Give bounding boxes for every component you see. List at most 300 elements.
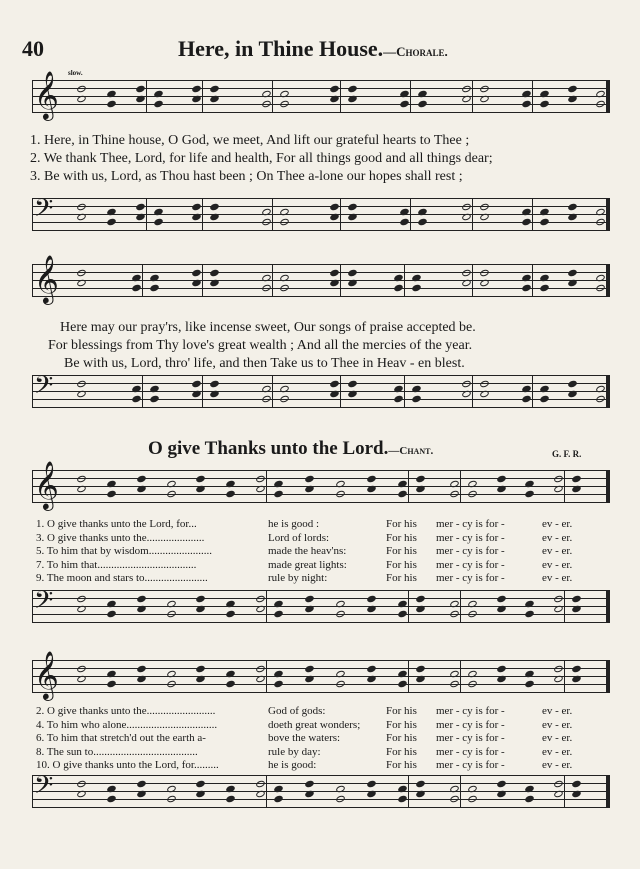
note-head (525, 600, 536, 609)
chant-2-row-3-col-b: bove the waters: (268, 732, 341, 744)
note-head (567, 269, 578, 278)
chorale-bass-staff-2 (32, 371, 610, 408)
note-head (225, 610, 236, 619)
note-head (525, 680, 536, 689)
note-head (304, 780, 315, 789)
note-head (225, 785, 236, 794)
note-head (335, 610, 346, 619)
barline (609, 80, 610, 113)
note-head (153, 90, 164, 99)
treble-clef-icon: 𝄞 (34, 460, 59, 509)
note-head (521, 284, 532, 293)
note-head (415, 665, 426, 674)
note-head (261, 100, 272, 109)
note-head (225, 670, 236, 679)
barline (472, 375, 473, 408)
note-head (467, 490, 478, 499)
note-head (255, 780, 266, 789)
chorale-verse-2-line-b: For blessings from Thy love's great wealth ; And all the mercies of the year. (48, 338, 473, 353)
barline (266, 470, 267, 503)
barline (32, 775, 33, 808)
chant-1-row-1-col-b: he is good : (268, 518, 320, 530)
note-head (335, 480, 346, 489)
note-head (397, 785, 408, 794)
note-head (131, 385, 142, 394)
barline (408, 470, 409, 503)
note-head (136, 595, 147, 604)
note-head (467, 670, 478, 679)
chant-1-row-4-col-d: mer - cy is for - (436, 558, 505, 571)
chant-1-row-2-col-a: 3. O give thanks unto the..................... (36, 531, 205, 544)
barline (564, 775, 565, 808)
note-head (106, 670, 117, 679)
note-head (461, 269, 472, 278)
final-barline (606, 660, 609, 693)
note-head (335, 795, 346, 804)
page-number: 40 (22, 36, 44, 61)
barline (142, 264, 143, 297)
barline (266, 775, 267, 808)
chant-2-row-2-col-a: 4. To him who alone................................. (36, 718, 218, 731)
barline (460, 660, 461, 693)
treble-clef-icon: 𝄞 (34, 254, 59, 303)
note-head (106, 785, 117, 794)
note-head (279, 218, 290, 227)
barline (410, 80, 411, 113)
chant-1-row-5-col-c: For his (386, 572, 417, 584)
chant-1-row-5-col-e: ev - er. (542, 572, 573, 584)
note-head (76, 203, 87, 212)
barline (609, 660, 610, 693)
note-head (273, 480, 284, 489)
note-head (255, 595, 266, 604)
note-head (196, 675, 207, 684)
note-head (196, 595, 207, 604)
chant-1-row-1-col-a: 1. O give thanks unto the Lord, for... (36, 518, 197, 530)
note-head (273, 610, 284, 619)
barline (404, 375, 405, 408)
barline (272, 198, 273, 231)
note-head (76, 665, 87, 674)
note-head (106, 680, 117, 689)
note-head (449, 600, 460, 609)
note-head (304, 595, 315, 604)
chant-2-row-4-col-b: rule by day: (268, 745, 321, 758)
note-head (273, 670, 284, 679)
note-head (571, 780, 582, 789)
note-head (415, 475, 426, 484)
barline (460, 470, 461, 503)
note-head (571, 665, 582, 674)
chant-bass-staff-2 (32, 771, 610, 808)
note-head (571, 595, 582, 604)
note-head (106, 480, 117, 489)
barline (202, 264, 203, 297)
note-head (209, 269, 220, 278)
chant-2-row-4-col-d: mer - cy is for - (436, 745, 505, 758)
note-head (279, 208, 290, 217)
chant-2-row-5-col-c: For his (386, 759, 417, 771)
note-head (496, 780, 507, 789)
note-head (304, 665, 315, 674)
note-head (525, 490, 536, 499)
note-head (393, 395, 404, 404)
barline (32, 80, 33, 113)
note-head (196, 780, 207, 789)
note-head (496, 475, 507, 484)
barline (609, 198, 610, 231)
note-head (467, 610, 478, 619)
note-head (539, 208, 550, 217)
note-head (191, 380, 202, 389)
note-head (567, 85, 578, 94)
note-head (449, 610, 460, 619)
note-head (539, 100, 550, 109)
note-head (595, 100, 606, 109)
note-head (397, 480, 408, 489)
note-head (411, 274, 422, 283)
note-head (261, 274, 272, 283)
note-head (329, 203, 340, 212)
bass-clef-icon: 𝄢 (34, 771, 54, 806)
note-head (479, 85, 490, 94)
note-head (76, 475, 87, 484)
note-head (393, 284, 404, 293)
note-head (366, 665, 377, 674)
note-head (521, 100, 532, 109)
chant-2-row-5-col-d: mer - cy is for - (436, 759, 505, 771)
note-head (449, 480, 460, 489)
chorale-treble-staff-2 (32, 254, 610, 303)
barline (472, 264, 473, 297)
note-head (399, 90, 410, 99)
note-head (166, 610, 177, 619)
note-head (196, 665, 207, 674)
note-head (106, 208, 117, 217)
note-head (106, 218, 117, 227)
barline (340, 198, 341, 231)
chant-2-row-1-col-a: 2. O give thanks unto the......................... (36, 705, 216, 717)
chorale-verse-2-line-a: 2. We thank Thee, Lord, for life and health, For all things good and all things dear; (30, 151, 493, 166)
note-head (397, 490, 408, 499)
note-head (166, 480, 177, 489)
bass-clef-icon: 𝄢 (34, 586, 54, 621)
note-head (553, 475, 564, 484)
note-head (209, 380, 220, 389)
note-head (521, 274, 532, 283)
chant-2-row-5-col-b: he is good: (268, 759, 317, 771)
note-head (273, 600, 284, 609)
note-head (279, 90, 290, 99)
note-head (521, 208, 532, 217)
note-head (304, 475, 315, 484)
note-head (261, 218, 272, 227)
barline (472, 198, 473, 231)
note-head (461, 85, 472, 94)
chant-1-row-1-col-c: For his (386, 518, 417, 530)
note-head (479, 380, 490, 389)
note-head (417, 100, 428, 109)
note-head (521, 395, 532, 404)
chant-2-row-3-col-e: ev - er. (542, 732, 573, 744)
chant-title: O give Thanks unto the Lord.—Chant. (148, 438, 434, 459)
note-head (399, 100, 410, 109)
barline (272, 264, 273, 297)
note-head (335, 680, 346, 689)
note-head (411, 395, 422, 404)
chant-2-row-1-col-e: ev - er. (542, 705, 573, 717)
chant-2-row-2-col-b: doeth great wonders; (268, 718, 361, 731)
note-head (136, 780, 147, 789)
note-head (335, 490, 346, 499)
chant-1-row-2-col-e: ev - er. (542, 531, 573, 544)
note-head (106, 100, 117, 109)
note-head (595, 284, 606, 293)
note-head (196, 485, 207, 494)
note-head (106, 490, 117, 499)
note-head (106, 795, 117, 804)
note-head (411, 385, 422, 394)
note-head (273, 785, 284, 794)
note-head (525, 670, 536, 679)
barline (266, 590, 267, 623)
chant-1-row-1-col-e: ev - er. (542, 518, 573, 530)
note-head (135, 203, 146, 212)
note-head (521, 385, 532, 394)
note-head (399, 218, 410, 227)
chant-1-row-3-col-a: 5. To him that by wisdom....................... (36, 545, 212, 557)
chant-1-row-3-col-e: ev - er. (542, 545, 573, 557)
note-head (131, 284, 142, 293)
chant-2-row-3-col-a: 6. To him that stretch'd out the earth a- (36, 732, 206, 744)
barline (532, 80, 533, 113)
note-head (553, 595, 564, 604)
note-head (449, 795, 460, 804)
barline (202, 375, 203, 408)
note-head (191, 85, 202, 94)
note-head (539, 284, 550, 293)
chant-1-row-4-col-b: made great lights: (268, 558, 347, 571)
note-head (467, 480, 478, 489)
final-barline (606, 375, 609, 408)
chant-2-row-2-col-d: mer - cy is for - (436, 718, 505, 731)
note-head (595, 90, 606, 99)
note-head (225, 490, 236, 499)
barline (609, 264, 610, 297)
note-head (525, 785, 536, 794)
note-head (196, 475, 207, 484)
barline (142, 375, 143, 408)
note-head (397, 795, 408, 804)
note-head (525, 610, 536, 619)
note-head (136, 475, 147, 484)
note-head (106, 90, 117, 99)
barline (340, 80, 341, 113)
note-head (329, 269, 340, 278)
note-head (449, 785, 460, 794)
note-head (335, 785, 346, 794)
chorale-verse-1-line-b: Here may our pray'rs, like incense sweet, Our songs of praise accepted be. (60, 320, 476, 335)
chant-2-row-5-col-e: ev - er. (542, 759, 573, 771)
barline (410, 198, 411, 231)
treble-clef-icon: 𝄞 (34, 70, 59, 119)
chant-title-suffix: —Chant. (388, 445, 434, 457)
barline (32, 264, 33, 297)
chant-2-row-4-col-e: ev - er. (542, 745, 573, 758)
barline (460, 590, 461, 623)
barline (272, 375, 273, 408)
note-head (279, 385, 290, 394)
note-head (496, 595, 507, 604)
barline (564, 590, 565, 623)
chorale-verse-3-line-a: 3. Be with us, Lord, as Thou hast been ; On Thee a-lone our hopes shall rest ; (30, 169, 463, 184)
barline (408, 775, 409, 808)
barline (32, 590, 33, 623)
note-head (166, 490, 177, 499)
chant-1-row-4-col-c: For his (386, 558, 417, 571)
note-head (196, 790, 207, 799)
note-head (347, 203, 358, 212)
chant-2-row-1-col-b: God of gods: (268, 705, 326, 717)
chant-1-row-2-col-b: Lord of lords: (268, 531, 330, 544)
note-head (595, 274, 606, 283)
note-head (366, 595, 377, 604)
note-head (539, 218, 550, 227)
note-head (153, 218, 164, 227)
note-head (335, 600, 346, 609)
note-head (393, 274, 404, 283)
note-head (449, 490, 460, 499)
final-barline (606, 775, 609, 808)
note-head (273, 795, 284, 804)
barline (404, 264, 405, 297)
barline (32, 470, 33, 503)
chant-2-row-3-col-d: mer - cy is for - (436, 732, 505, 744)
chant-2-row-2-col-c: For his (386, 718, 417, 731)
chant-2-row-2-col-e: ev - er. (542, 718, 573, 731)
final-barline (606, 264, 609, 297)
chant-2-row-4-col-a: 8. The sun to...................................... (36, 745, 198, 758)
note-head (166, 795, 177, 804)
chant-2-row-1-col-d: mer - cy is for - (436, 705, 505, 717)
barline (272, 80, 273, 113)
note-head (255, 665, 266, 674)
note-head (417, 90, 428, 99)
note-head (397, 600, 408, 609)
chant-1-row-5-col-d: mer - cy is for - (436, 572, 505, 584)
note-head (347, 85, 358, 94)
barline (408, 660, 409, 693)
note-head (539, 274, 550, 283)
note-head (329, 380, 340, 389)
note-head (595, 385, 606, 394)
note-head (397, 670, 408, 679)
note-head (415, 780, 426, 789)
barline (609, 470, 610, 503)
barline (609, 590, 610, 623)
bass-clef-icon: 𝄢 (34, 371, 54, 406)
barline (609, 375, 610, 408)
note-head (347, 269, 358, 278)
note-head (567, 203, 578, 212)
chant-1-row-1-col-d: mer - cy is for - (436, 518, 505, 530)
barline (32, 660, 33, 693)
note-head (393, 385, 404, 394)
barline (532, 375, 533, 408)
barline (32, 375, 33, 408)
barline (460, 775, 461, 808)
chant-1-row-3-col-c: For his (386, 545, 417, 557)
note-head (261, 284, 272, 293)
barline (472, 80, 473, 113)
bass-clef-icon: 𝄢 (34, 194, 54, 229)
note-head (273, 490, 284, 499)
note-head (366, 475, 377, 484)
note-head (467, 785, 478, 794)
note-head (225, 795, 236, 804)
note-head (255, 475, 266, 484)
chant-2-row-5-col-a: 10. O give thanks unto the Lord, for......... (36, 759, 219, 771)
note-head (135, 85, 146, 94)
note-head (131, 274, 142, 283)
chorale-bass-staff-1 (32, 194, 610, 231)
chorale-verse-1-line-a: 1. Here, in Thine house, O God, we meet, And lift our grateful hearts to Thee ; (30, 133, 470, 148)
chant-1-row-3-col-b: made the heav'ns: (268, 545, 347, 557)
note-head (261, 395, 272, 404)
note-head (539, 90, 550, 99)
note-head (479, 269, 490, 278)
note-head (467, 680, 478, 689)
note-head (525, 480, 536, 489)
note-head (279, 274, 290, 283)
chorale-verse-3-line-b: Be with us, Lord, thro' life, and then Take us to Thee in Heav - en blest. (64, 356, 465, 371)
note-head (106, 600, 117, 609)
note-head (153, 100, 164, 109)
note-head (521, 90, 532, 99)
chant-author: G. F. R. (552, 449, 582, 459)
chant-2-row-3-col-c: For his (386, 732, 417, 744)
note-head (225, 680, 236, 689)
note-head (553, 665, 564, 674)
note-head (335, 670, 346, 679)
note-head (76, 269, 87, 278)
note-head (136, 665, 147, 674)
note-head (279, 100, 290, 109)
note-head (449, 680, 460, 689)
note-head (595, 208, 606, 217)
chant-2-row-1-col-c: For his (386, 705, 417, 717)
note-head (397, 680, 408, 689)
note-head (76, 85, 87, 94)
note-head (567, 380, 578, 389)
note-head (366, 780, 377, 789)
note-head (149, 385, 160, 394)
note-head (521, 218, 532, 227)
note-head (461, 380, 472, 389)
note-head (261, 90, 272, 99)
note-head (595, 218, 606, 227)
note-head (149, 284, 160, 293)
final-barline (606, 470, 609, 503)
note-head (191, 269, 202, 278)
note-head (209, 203, 220, 212)
final-barline (606, 80, 609, 113)
note-head (461, 203, 472, 212)
note-head (209, 85, 220, 94)
note-head (397, 610, 408, 619)
note-head (261, 385, 272, 394)
title-suffix: —Chorale. (383, 44, 448, 59)
